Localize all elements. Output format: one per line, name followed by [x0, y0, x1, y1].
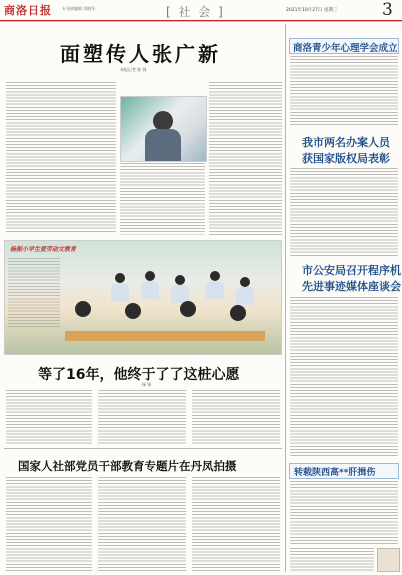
student [180, 301, 196, 317]
article-body [120, 163, 205, 235]
student [175, 275, 185, 285]
article-body [290, 481, 398, 545]
person-head [153, 111, 173, 131]
article-body [98, 390, 186, 446]
portrait-photo [120, 96, 207, 162]
article-body [192, 390, 280, 446]
student [230, 305, 246, 321]
right-headline-2-line-1: 我市两名办案人员 [302, 136, 390, 149]
main-byline: 本报记者 陈 锋 [120, 67, 147, 72]
right-headline-4: 转载陕西高**肝揖伤 [294, 468, 376, 478]
article-body [290, 548, 374, 572]
section-divider [4, 448, 282, 449]
masthead-meta: 专刊部编辑 刘晓军 [62, 6, 96, 11]
article-body [98, 477, 186, 572]
article-body [290, 56, 398, 126]
right-headline-1: 商洛青少年心理学会成立 [293, 43, 398, 54]
headline-3: 国家人社部党员干部教育专题片在丹凤拍摄 [18, 459, 237, 473]
article-body [290, 168, 398, 256]
student [145, 271, 155, 281]
student-shirt [236, 287, 254, 305]
thumbnail-photo [377, 548, 400, 572]
photo-caption-title: 杨振小学生爱劳动文教育 [10, 246, 77, 253]
student [75, 301, 91, 317]
page-number: 3 [382, 0, 393, 20]
student [115, 273, 125, 283]
issue-date: 2021年10月27日 星期三 [286, 8, 338, 13]
right-headline-3-line-2: 先进事迹媒体座谈会 [302, 280, 401, 293]
right-headline-2-line-2: 获国家版权局表彰 [302, 152, 390, 165]
article-body [6, 82, 116, 234]
person-body [145, 129, 181, 161]
article-body [290, 297, 398, 457]
headline-2-byline: 杨 锋 [142, 382, 152, 387]
desk [65, 331, 265, 341]
masthead-rule-secondary [0, 21, 402, 22]
student-shirt [206, 281, 224, 299]
student [125, 303, 141, 319]
section-title: [ 社 会 ] [166, 5, 225, 19]
article-body [6, 390, 92, 446]
paper-name: 商洛日报 [4, 4, 52, 17]
student [240, 277, 250, 287]
student-shirt [141, 281, 159, 299]
headline-2: 等了16年，他终于了了这桩心愿 [38, 367, 240, 383]
column-divider [285, 24, 286, 572]
article-body [6, 477, 92, 572]
article-body [192, 477, 280, 572]
article-body [209, 82, 282, 235]
photo-caption-text [8, 258, 60, 328]
student-shirt [111, 283, 129, 301]
student [210, 271, 220, 281]
right-headline-3-line-1: 市公安局召开程序机 [302, 264, 401, 277]
main-headline: 面塑传人张广新 [60, 42, 221, 66]
